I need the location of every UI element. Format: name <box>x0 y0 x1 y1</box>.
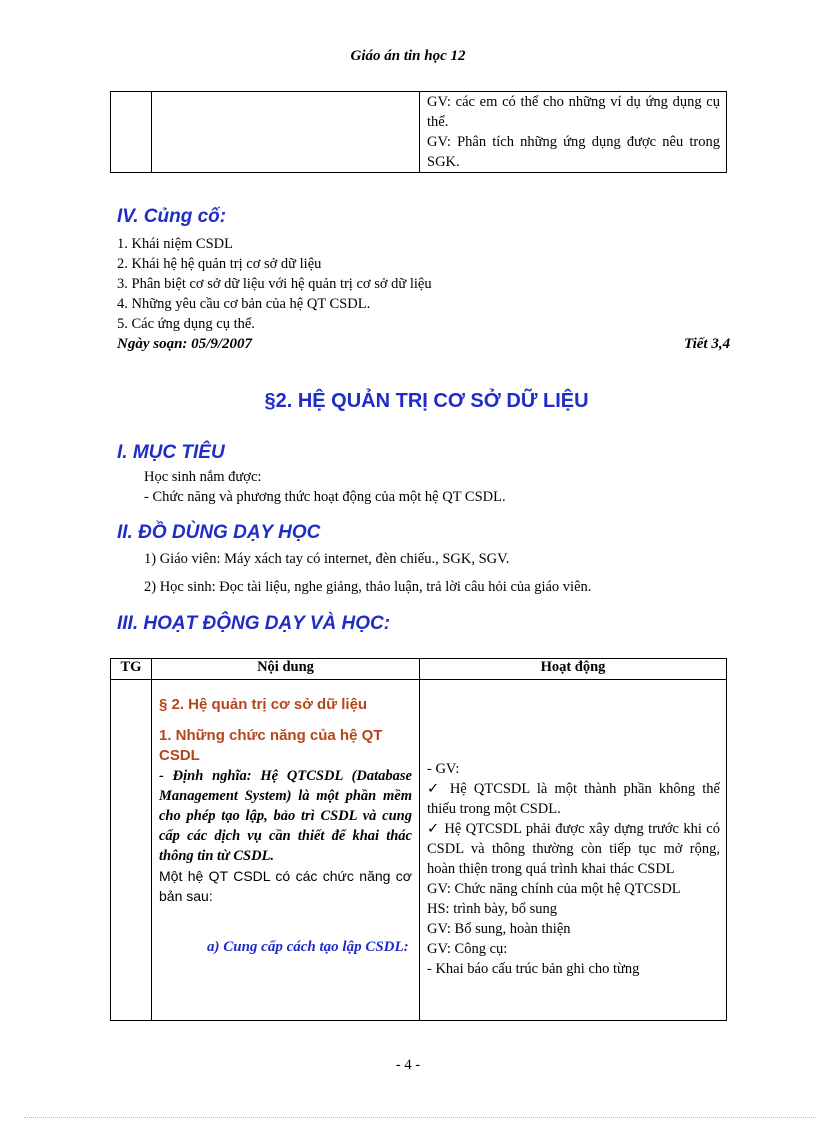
list-item: 1. Khái niệm CSDL <box>117 236 233 252</box>
activity-line: GV: Công cụ: <box>427 941 508 957</box>
activity-line: - GV: <box>427 761 460 777</box>
tg-cell <box>111 680 152 1021</box>
section-iv-title: IV. Củng cố: <box>117 206 227 227</box>
section-i-line: - Chức năng và phương thức hoạt động của một hệ QT CSDL. <box>144 489 506 505</box>
content-heading: § 2. Hệ quản trị cơ sở dữ liệu <box>159 696 368 713</box>
continued-table <box>110 91 727 173</box>
content-cell <box>152 92 420 173</box>
period-label: Tiết 3,4 <box>684 336 731 352</box>
activity-line: GV: Phân tích những ứng dụng được nêu trong SGK. <box>427 134 720 170</box>
prep-date: Ngày soạn: 05/9/2007 <box>117 336 252 352</box>
section-iii-title: III. HOẠT ĐỘNG DẠY VÀ HỌC: <box>117 613 391 634</box>
col-header-tg: TG <box>111 659 152 680</box>
activity-cell <box>420 92 727 173</box>
activity-cell <box>420 680 727 1021</box>
definition-text: - Định nghĩa: Hệ QTCSDL (Database Management System) là một phần mềm cho phép tạo lập, bảo trì CSDL và cung cấp các dịch vụ cần thiết để khai thác thông tin từ CSDL. <box>159 768 412 864</box>
lesson-title: §2. HỆ QUẢN TRỊ CƠ SỞ DỮ LIỆU <box>264 390 589 412</box>
tg-cell <box>111 92 152 173</box>
list-item: 5. Các ứng dụng cụ thể. <box>117 316 255 332</box>
subsection-a: a) Cung cấp cách tạo lập CSDL: <box>207 939 409 955</box>
activity-line: GV: Bổ sung, hoàn thiện <box>427 921 571 937</box>
list-item: 3. Phân biệt cơ sở dữ liệu với hệ quản trị cơ sở dữ liệu <box>117 276 432 292</box>
section-i-title: I. MỤC TIÊU <box>117 442 225 463</box>
activity-line: - Khai báo cấu trúc bản ghi cho từng <box>427 961 640 977</box>
col-header-activity: Hoạt động <box>420 659 727 680</box>
page-number: - 4 - <box>395 1057 421 1073</box>
section-ii-title: II. ĐỒ DÙNG DẠY HỌC <box>117 522 321 543</box>
list-item: 4. Những yêu cầu cơ bản của hệ QT CSDL. <box>117 296 371 312</box>
activity-line: GV: các em có thể cho những ví dụ ứng dụng cụ thể. <box>427 94 720 130</box>
activity-table <box>110 658 727 1021</box>
col-header-content: Nội dung <box>152 659 420 680</box>
list-item: 2. Khái hệ hệ quản trị cơ sở dữ liệu <box>117 256 322 272</box>
section-iv-list <box>117 234 432 334</box>
section-ii-line: 1) Giáo viên: Máy xách tay có internet, đèn chiếu., SGK, SGV. <box>144 551 510 567</box>
intro-text: Một hệ QT CSDL có các chức năng cơ bản sau: <box>159 868 412 904</box>
content-subheading: 1. Những chức năng của hệ QT CSDL <box>159 727 383 764</box>
page-bottom-divider <box>24 1117 816 1118</box>
section-i-line: Học sinh nắm được: <box>144 469 262 485</box>
activity-line: HS: trình bày, bổ sung <box>427 901 557 917</box>
content-cell <box>152 680 420 1021</box>
activity-line: ✓ Hệ QTCSDL là một thành phần không thể thiếu trong một CSDL. <box>427 781 720 817</box>
section-ii-line: 2) Học sinh: Đọc tài liệu, nghe giảng, thảo luận, trả lời câu hỏi của giáo viên. <box>144 579 592 595</box>
activity-line: ✓ Hệ QTCSDL phải được xây dựng trước khi có CSDL và thông thường còn tiếp tục mở rộng, hoàn thiện trong quá trình khai thác CSDL <box>427 821 720 877</box>
page-header: Giáo án tin học 12 <box>350 48 466 64</box>
activity-line: GV: Chức năng chính của một hệ QTCSDL <box>427 881 681 897</box>
